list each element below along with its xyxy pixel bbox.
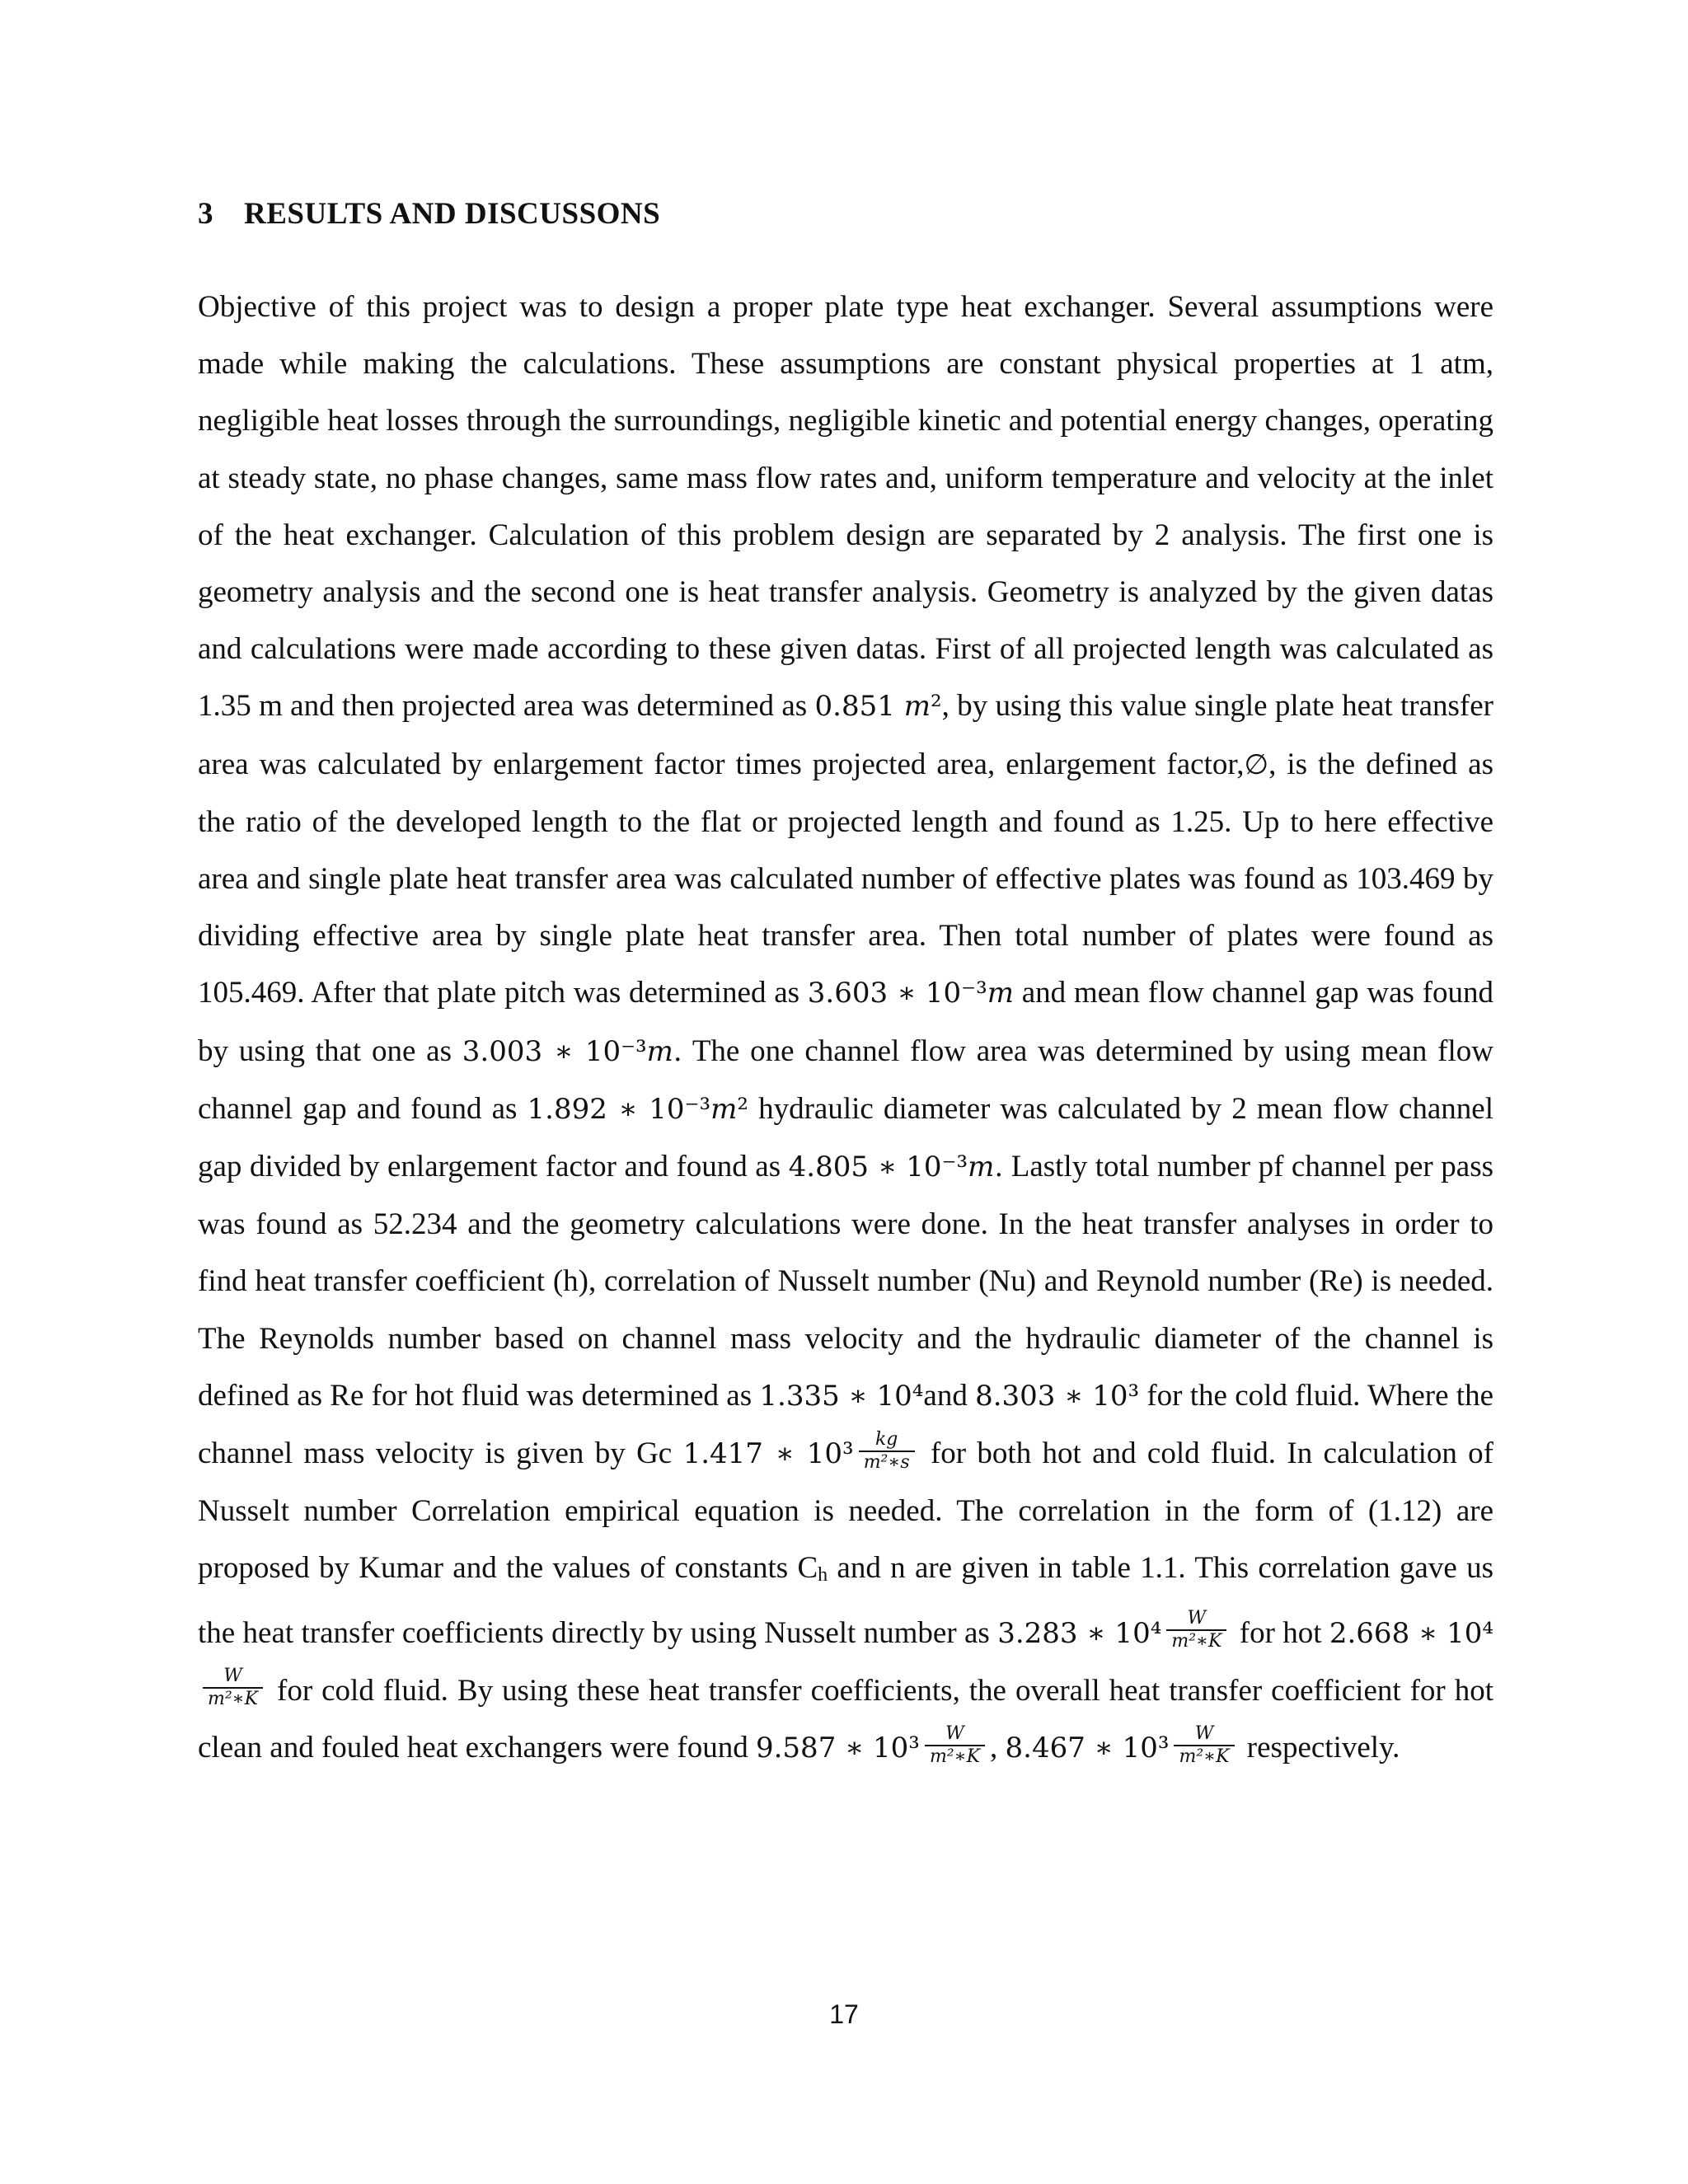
text-run: for the cold fluid. Where the channel mass velocity is given by Gc [198, 1378, 1494, 1471]
math-inline: 8.467 ∗ 10³ [1005, 1732, 1170, 1765]
math-inline: 3.603 ∗ 10⁻³𝑚 [807, 977, 1014, 1010]
fraction-numerator: 𝑊 [1174, 1723, 1234, 1746]
math-inline: 4.805 ∗ 10⁻³𝑚. [788, 1151, 1004, 1184]
math-inline: 1.892 ∗ 10⁻³𝑚² [527, 1092, 748, 1126]
fraction-denominator: 𝑚²∗𝐾 [1171, 1631, 1222, 1652]
math-inline: 2.668 ∗ 10⁴ [1329, 1616, 1493, 1650]
math-inline: 1.335 ∗ 10⁴ [759, 1379, 924, 1413]
text-run: and [923, 1378, 976, 1413]
text-run: and n are given in table 1.1. This correlation gave us the heat transfer coefficients directly by using Nusselt number as [198, 1551, 1493, 1650]
section-title: RESULTS AND DISCUSSONS [244, 197, 661, 231]
section-number: 3 [198, 197, 213, 231]
fraction-denominator: 𝑚²∗𝑠 [863, 1451, 910, 1473]
math-inline: 0.851 𝑚² [814, 690, 942, 724]
math-inline: 1.417 ∗ 10³ [682, 1437, 854, 1471]
text-run: , by using this value single plate heat transfer area was calculated by enlargement factor times projected area, enlargement factor, [198, 689, 1493, 781]
text-run: for hot [1231, 1615, 1329, 1650]
fraction-numerator: 𝑊 [1166, 1608, 1226, 1631]
text-run: , [990, 1731, 1006, 1765]
fraction-unit [1174, 1723, 1234, 1768]
math-inline: 3.283 ∗ 10⁴ [997, 1616, 1162, 1650]
fraction-unit [859, 1429, 915, 1474]
fraction-numerator: 𝑘𝑔 [859, 1429, 915, 1452]
page-number: 17 [829, 1999, 859, 2029]
text-run: , is the defined as the ratio of the developed length to the flat or projected length and found as 1.25. Up to here effective area and single plate heat transfer area was calculated number of effective plates was found as 103.469 by dividing effective area by single plate heat transfer area. Then total number of plates were found as 105.469. After that plate pitch was determined as [198, 747, 1493, 1010]
fraction-unit [1166, 1608, 1226, 1652]
fraction-denominator: 𝑚²∗𝐾 [208, 1689, 259, 1710]
fraction-numerator: 𝑊 [925, 1723, 985, 1746]
math-inline: 3.003 ∗ 10⁻³𝑚. [462, 1034, 682, 1068]
text-run: for cold fluid. By using these heat transfer coefficients, the overall heat transfer coefficient for hot clean and fouled heat exchangers were found [198, 1673, 1493, 1765]
fraction-denominator: 𝑚²∗𝐾 [1179, 1746, 1230, 1767]
text-run: for both hot and cold fluid. In calculation of Nusselt number Correlation empirical equation is needed. The correlation in the form of (1.12) are proposed by Kumar and the values of constants C [198, 1436, 1493, 1586]
math-inline: 9.587 ∗ 10³ [755, 1732, 920, 1765]
text-run: and mean flow channel gap was found by using that one as [198, 976, 1494, 1068]
text-run: respectively. [1239, 1731, 1400, 1765]
math-inline: 8.303 ∗ 10³ [975, 1379, 1140, 1413]
fraction-denominator: 𝑚²∗𝐾 [929, 1746, 981, 1767]
fraction-numerator: 𝑊 [203, 1666, 263, 1689]
text-run: Lastly total number pf channel per pass was found as 52.234 and the geometry calculations were done. In the heat transfer analyses in order to find heat transfer coefficient (h), correlation of Nusselt number (Nu) and Reynold number (Re) is needed. The Reynolds number based on channel mass velocity and the hydraulic diameter of the channel is defined as Re for hot fluid was determined as [198, 1150, 1493, 1413]
text-run: The one channel flow area was determined by using mean flow channel gap and found as [198, 1033, 1494, 1126]
body-paragraph [198, 279, 1493, 1777]
fraction-unit [925, 1723, 985, 1768]
section-heading [198, 196, 660, 232]
math-inline: ∅ [1244, 748, 1269, 781]
text-run: hydraulic diameter was calculated by 2 mean flow channel gap divided by enlargement factor and found as [198, 1091, 1493, 1184]
subscript-h: h [818, 1564, 828, 1586]
fraction-unit [203, 1666, 263, 1710]
text-run: Objective of this project was to design a proper plate type heat exchanger. Several assumptions were made while making the calculations. These assumptions are constant physical properties at 1 atm, negligible heat losses through the surroundings, negligible kinetic and potential energy changes, operating at steady state, no phase changes, same mass flow rates and, uniform temperature and velocity at the inlet of the heat exchanger. Calculation of this problem design are separated by 2 analysis. The first one is geometry analysis and the second one is heat transfer analysis. Geometry is analyzed by the given datas and calculations were made according to these given datas. First of all projected length was calculated as 1.35 m and then projected area was determined as [198, 290, 1493, 724]
